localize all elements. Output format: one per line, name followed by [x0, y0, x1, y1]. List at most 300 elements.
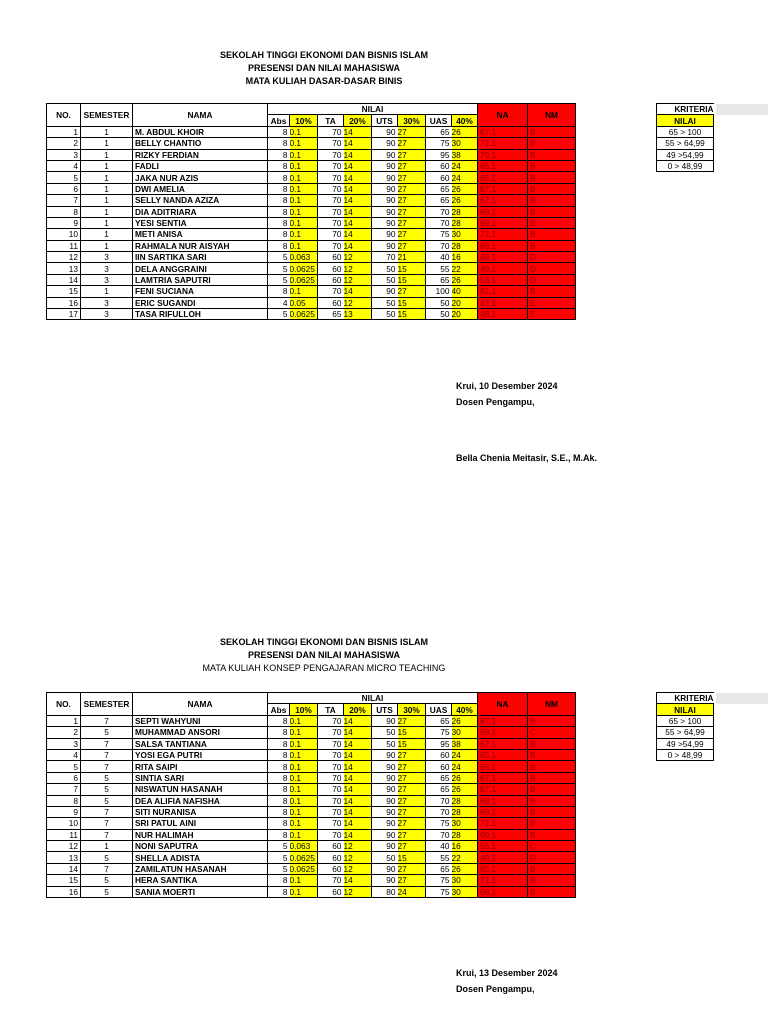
- row-ta: 60: [318, 252, 344, 263]
- row-abs-weighted: 0.1: [290, 172, 318, 183]
- row-semester: 1: [81, 149, 133, 160]
- row-no: 1: [47, 126, 81, 137]
- row-nm: B: [528, 715, 576, 726]
- row-uts: 90: [372, 795, 398, 806]
- row-uts-weighted: 27: [398, 126, 426, 137]
- signature-role-1: Dosen Pengampu,: [456, 397, 535, 407]
- row-abs-weighted: 0.1: [290, 875, 318, 886]
- row-uts-weighted: 24: [398, 886, 426, 897]
- row-no: 12: [47, 841, 81, 852]
- row-uas: 70: [426, 829, 452, 840]
- row-na: 67.1: [478, 195, 528, 206]
- row-uts: 50: [372, 297, 398, 308]
- row-na: 65.1: [478, 749, 528, 760]
- row-uts: 90: [372, 126, 398, 137]
- row-uas: 60: [426, 761, 452, 772]
- row-nm: B: [528, 149, 576, 160]
- table-row: [47, 309, 576, 320]
- row-uts-weighted: 27: [398, 138, 426, 149]
- row-na: 55.1: [478, 841, 528, 852]
- row-nama: ERIC SUGANDI: [133, 297, 268, 308]
- row-ta: 60: [318, 297, 344, 308]
- row-uas: 40: [426, 841, 452, 852]
- row-abs-weighted: 0.1: [290, 286, 318, 297]
- row-uas: 70: [426, 806, 452, 817]
- header-ta-pct: 20%: [344, 704, 372, 715]
- row-no: 4: [47, 749, 81, 760]
- row-ta: 70: [318, 240, 344, 251]
- row-na: 67.1: [478, 183, 528, 194]
- row-nama: SALSA TANTIANA: [133, 738, 268, 749]
- row-semester: 5: [81, 727, 133, 738]
- kriteria-header: NILAI: [657, 704, 714, 715]
- row-abs: 8: [268, 195, 290, 206]
- row-no: 2: [47, 727, 81, 738]
- row-uas: 75: [426, 229, 452, 240]
- table-row: [47, 126, 576, 137]
- row-semester: 7: [81, 749, 133, 760]
- table-row: [47, 749, 576, 760]
- row-nm: E: [528, 297, 576, 308]
- row-uas-weighted: 28: [452, 217, 478, 228]
- row-abs-weighted: 0.1: [290, 727, 318, 738]
- row-uas: 95: [426, 738, 452, 749]
- row-abs: 8: [268, 183, 290, 194]
- row-uas-weighted: 24: [452, 749, 478, 760]
- row-nm: B: [528, 875, 576, 886]
- row-ta-weighted: 14: [344, 286, 372, 297]
- row-uas: 65: [426, 772, 452, 783]
- row-uts: 90: [372, 715, 398, 726]
- row-no: 8: [47, 795, 81, 806]
- row-na: 71.1: [478, 818, 528, 829]
- row-ta-weighted: 13: [344, 309, 372, 320]
- row-ta-weighted: 12: [344, 274, 372, 285]
- table-row: [47, 195, 576, 206]
- row-uts: 90: [372, 806, 398, 817]
- row-nm: B: [528, 160, 576, 171]
- row-ta: 70: [318, 138, 344, 149]
- row-semester: 7: [81, 863, 133, 874]
- row-abs: 8: [268, 217, 290, 228]
- row-uas-weighted: 24: [452, 761, 478, 772]
- row-nama: ZAMILATUN HASANAH: [133, 863, 268, 874]
- row-ta-weighted: 14: [344, 829, 372, 840]
- row-abs-weighted: 0.1: [290, 829, 318, 840]
- row-no: 14: [47, 274, 81, 285]
- row-nm: B: [528, 206, 576, 217]
- table-row: [47, 160, 576, 171]
- row-na: 81.1: [478, 286, 528, 297]
- row-nm: B: [528, 229, 576, 240]
- header-uts-pct: 30%: [398, 704, 426, 715]
- table-row: [47, 206, 576, 217]
- row-abs-weighted: 0.1: [290, 784, 318, 795]
- row-ta-weighted: 14: [344, 715, 372, 726]
- row-semester: 5: [81, 852, 133, 863]
- row-uts: 50: [372, 263, 398, 274]
- table-row: [47, 240, 576, 251]
- header-nama: NAMA: [133, 693, 268, 716]
- header-nilai: NILAI: [268, 693, 478, 704]
- header-uts: UTS: [372, 704, 398, 715]
- row-no: 14: [47, 863, 81, 874]
- header-uas: UAS: [426, 115, 452, 126]
- row-abs: 8: [268, 715, 290, 726]
- row-uas: 95: [426, 149, 452, 160]
- row-abs-weighted: 0.0625: [290, 274, 318, 285]
- row-uas-weighted: 24: [452, 160, 478, 171]
- row-uas: 60: [426, 749, 452, 760]
- header-semester: SEMESTER: [81, 104, 133, 127]
- row-abs: 8: [268, 240, 290, 251]
- row-nm: B: [528, 217, 576, 228]
- row-uas: 70: [426, 795, 452, 806]
- row-uas-weighted: 28: [452, 806, 478, 817]
- row-na: 65.1: [478, 761, 528, 772]
- row-nm: D: [528, 252, 576, 263]
- row-nama: SANIA MOERTI: [133, 886, 268, 897]
- row-uas-weighted: 26: [452, 126, 478, 137]
- row-no: 11: [47, 240, 81, 251]
- row-nm: B: [528, 240, 576, 251]
- subtitle-2: PRESENSI DAN NILAI MAHASISWA: [247, 650, 400, 660]
- row-ta-weighted: 14: [344, 172, 372, 183]
- row-uas-weighted: 16: [452, 252, 478, 263]
- row-abs: 8: [268, 772, 290, 783]
- signature-date-2: Krui, 13 Desember 2024: [456, 968, 558, 978]
- row-no: 13: [47, 852, 81, 863]
- table-row: [47, 772, 576, 783]
- row-na: 79.1: [478, 149, 528, 160]
- row-no: 1: [47, 715, 81, 726]
- header-abs: Abs: [268, 115, 290, 126]
- row-na: 65.1: [478, 160, 528, 171]
- table-row: [47, 738, 576, 749]
- row-abs: 8: [268, 795, 290, 806]
- row-uas-weighted: 28: [452, 795, 478, 806]
- row-uas-weighted: 30: [452, 229, 478, 240]
- row-nama: DIA ADITRIARA: [133, 206, 268, 217]
- header-semester: SEMESTER: [81, 693, 133, 716]
- row-uas: 40: [426, 252, 452, 263]
- row-abs-weighted: 0.1: [290, 195, 318, 206]
- row-ta: 65: [318, 309, 344, 320]
- row-semester: 7: [81, 715, 133, 726]
- row-uas: 70: [426, 240, 452, 251]
- table-row: [47, 818, 576, 829]
- row-ta: 70: [318, 149, 344, 160]
- row-uts: 90: [372, 818, 398, 829]
- row-ta: 70: [318, 286, 344, 297]
- row-uas: 50: [426, 297, 452, 308]
- table-row: [47, 715, 576, 726]
- row-uts-weighted: 27: [398, 863, 426, 874]
- kriteria-range: 55 > 64,99: [657, 727, 714, 738]
- row-ta-weighted: 14: [344, 138, 372, 149]
- grades-table-2: [46, 692, 576, 898]
- row-semester: 5: [81, 875, 133, 886]
- row-na: 69.1: [478, 829, 528, 840]
- row-na: 48.1: [478, 309, 528, 320]
- row-semester: 1: [81, 217, 133, 228]
- row-ta: 70: [318, 738, 344, 749]
- row-uts-weighted: 27: [398, 149, 426, 160]
- row-nama: TASA RIFULLOH: [133, 309, 268, 320]
- row-uts-weighted: 27: [398, 715, 426, 726]
- row-uts-weighted: 27: [398, 806, 426, 817]
- row-nama: YESI SENTIA: [133, 217, 268, 228]
- row-nama: SHELLA ADISTA: [133, 852, 268, 863]
- row-nama: FENI SUCIANA: [133, 286, 268, 297]
- row-uts: 90: [372, 841, 398, 852]
- row-nama: NUR HALIMAH: [133, 829, 268, 840]
- row-ta-weighted: 12: [344, 863, 372, 874]
- row-na: 53.1: [478, 274, 528, 285]
- row-semester: 1: [81, 160, 133, 171]
- row-semester: 3: [81, 309, 133, 320]
- row-uts: 90: [372, 160, 398, 171]
- row-ta-weighted: 12: [344, 263, 372, 274]
- row-na: 67.1: [478, 738, 528, 749]
- kriteria-range: 65 > 100: [657, 126, 714, 137]
- row-uas-weighted: 28: [452, 206, 478, 217]
- row-semester: 1: [81, 183, 133, 194]
- row-uas-weighted: 38: [452, 149, 478, 160]
- row-uts-weighted: 15: [398, 738, 426, 749]
- row-abs: 5: [268, 852, 290, 863]
- row-uts: 90: [372, 240, 398, 251]
- table-row: [47, 217, 576, 228]
- row-no: 15: [47, 286, 81, 297]
- row-uas-weighted: 30: [452, 875, 478, 886]
- row-na: 71.1: [478, 875, 528, 886]
- row-abs: 8: [268, 818, 290, 829]
- row-no: 2: [47, 138, 81, 149]
- row-no: 4: [47, 160, 81, 171]
- row-uts: 90: [372, 829, 398, 840]
- row-na: 49.1: [478, 252, 528, 263]
- row-uas: 70: [426, 206, 452, 217]
- row-uas: 65: [426, 715, 452, 726]
- row-uas: 75: [426, 727, 452, 738]
- header-nm: NM: [528, 104, 576, 127]
- row-abs-weighted: 0.1: [290, 206, 318, 217]
- row-abs-weighted: 0.1: [290, 149, 318, 160]
- row-ta-weighted: 14: [344, 727, 372, 738]
- row-no: 8: [47, 206, 81, 217]
- row-nama: SRI PATUL AINI: [133, 818, 268, 829]
- row-abs: 8: [268, 806, 290, 817]
- header-ta-pct: 20%: [344, 115, 372, 126]
- row-uas-weighted: 20: [452, 297, 478, 308]
- row-uts-weighted: 27: [398, 818, 426, 829]
- kriteria-table-1: [656, 103, 714, 172]
- row-nm: D: [528, 263, 576, 274]
- table-row: [47, 784, 576, 795]
- row-no: 16: [47, 886, 81, 897]
- row-na: 59.1: [478, 727, 528, 738]
- row-ta-weighted: 12: [344, 852, 372, 863]
- row-uts: 90: [372, 286, 398, 297]
- row-ta-weighted: 14: [344, 206, 372, 217]
- row-ta: 70: [318, 875, 344, 886]
- row-nama: MUHAMMAD ANSORI: [133, 727, 268, 738]
- row-ta-weighted: 14: [344, 784, 372, 795]
- row-uas-weighted: 40: [452, 286, 478, 297]
- row-nm: B: [528, 863, 576, 874]
- row-nama: NISWATUN HASANAH: [133, 784, 268, 795]
- row-uas-weighted: 38: [452, 738, 478, 749]
- row-ta: 60: [318, 852, 344, 863]
- row-semester: 3: [81, 252, 133, 263]
- row-nm: B: [528, 818, 576, 829]
- row-uts: 90: [372, 138, 398, 149]
- row-nama: SELLY NANDA AZIZA: [133, 195, 268, 206]
- row-na: 49.1: [478, 852, 528, 863]
- row-nm: D: [528, 274, 576, 285]
- kriteria-table-2: [656, 692, 714, 761]
- row-nama: JAKA NUR AZIS: [133, 172, 268, 183]
- row-abs: 8: [268, 229, 290, 240]
- row-nama: LAMTRIA SAPUTRI: [133, 274, 268, 285]
- row-uts-weighted: 27: [398, 240, 426, 251]
- row-uts: 90: [372, 749, 398, 760]
- row-abs-weighted: 0.1: [290, 715, 318, 726]
- row-abs-weighted: 0.1: [290, 138, 318, 149]
- row-uts: 90: [372, 195, 398, 206]
- row-uas: 100: [426, 286, 452, 297]
- row-ta: 70: [318, 229, 344, 240]
- row-uts-weighted: 27: [398, 784, 426, 795]
- row-uts-weighted: 27: [398, 841, 426, 852]
- header-na: NA: [478, 693, 528, 716]
- row-ta-weighted: 14: [344, 217, 372, 228]
- header-nama: NAMA: [133, 104, 268, 127]
- row-uas-weighted: 28: [452, 240, 478, 251]
- row-no: 12: [47, 252, 81, 263]
- row-abs-weighted: 0.1: [290, 229, 318, 240]
- row-ta: 70: [318, 715, 344, 726]
- row-uas: 65: [426, 195, 452, 206]
- row-uts-weighted: 27: [398, 217, 426, 228]
- row-nama: RITA SAIPI: [133, 761, 268, 772]
- row-uts: 50: [372, 738, 398, 749]
- row-ta: 70: [318, 217, 344, 228]
- row-no: 9: [47, 217, 81, 228]
- row-nm: B: [528, 795, 576, 806]
- table-row: [47, 829, 576, 840]
- row-uas: 50: [426, 309, 452, 320]
- row-abs-weighted: 0.0625: [290, 263, 318, 274]
- row-nm: B: [528, 784, 576, 795]
- row-nm: B: [528, 138, 576, 149]
- row-nama: DELA ANGGRAINI: [133, 263, 268, 274]
- row-semester: 1: [81, 138, 133, 149]
- table-row: [47, 852, 576, 863]
- row-uts: 90: [372, 875, 398, 886]
- row-nama: DWI AMELIA: [133, 183, 268, 194]
- table-row: [47, 286, 576, 297]
- row-uas: 55: [426, 263, 452, 274]
- row-nm: C: [528, 841, 576, 852]
- row-na: 71.1: [478, 229, 528, 240]
- row-semester: 3: [81, 274, 133, 285]
- row-uas-weighted: 24: [452, 172, 478, 183]
- header-na: NA: [478, 104, 528, 127]
- row-no: 5: [47, 761, 81, 772]
- row-abs: 8: [268, 761, 290, 772]
- table-row: [47, 263, 576, 274]
- row-semester: 5: [81, 886, 133, 897]
- row-ta-weighted: 14: [344, 761, 372, 772]
- row-ta: 70: [318, 195, 344, 206]
- row-ta: 70: [318, 795, 344, 806]
- row-ta: 70: [318, 206, 344, 217]
- row-uas-weighted: 30: [452, 138, 478, 149]
- grades-table-1: [46, 103, 576, 320]
- row-abs: 8: [268, 829, 290, 840]
- row-na: 67.1: [478, 784, 528, 795]
- row-na: 71.1: [478, 138, 528, 149]
- row-abs-weighted: 0.1: [290, 738, 318, 749]
- row-semester: 1: [81, 206, 133, 217]
- row-semester: 3: [81, 297, 133, 308]
- row-no: 17: [47, 309, 81, 320]
- row-nama: SITI NURANISA: [133, 806, 268, 817]
- row-nama: NONI SAPUTRA: [133, 841, 268, 852]
- row-uts-weighted: 27: [398, 195, 426, 206]
- row-nama: METI ANISA: [133, 229, 268, 240]
- row-uas-weighted: 30: [452, 727, 478, 738]
- row-uas: 75: [426, 875, 452, 886]
- row-semester: 7: [81, 738, 133, 749]
- row-abs-weighted: 0.1: [290, 806, 318, 817]
- row-nm: B: [528, 286, 576, 297]
- row-uts-weighted: 27: [398, 160, 426, 171]
- row-uas-weighted: 22: [452, 263, 478, 274]
- row-abs-weighted: 0.1: [290, 240, 318, 251]
- row-uts: 50: [372, 852, 398, 863]
- row-nm: B: [528, 886, 576, 897]
- row-nm: B: [528, 772, 576, 783]
- signature-name-1: Bella Chenia Meitasir, S.E., M.Ak.: [456, 453, 598, 463]
- header-uas: UAS: [426, 704, 452, 715]
- row-nama: BELLY CHANTIO: [133, 138, 268, 149]
- row-abs: 5: [268, 309, 290, 320]
- row-ta-weighted: 14: [344, 795, 372, 806]
- row-abs: 4: [268, 297, 290, 308]
- row-uas: 70: [426, 217, 452, 228]
- header-no: NO.: [47, 104, 81, 127]
- kriteria-range: 65 > 100: [657, 715, 714, 726]
- row-abs-weighted: 0.0625: [290, 863, 318, 874]
- row-uts-weighted: 15: [398, 297, 426, 308]
- row-nm: B: [528, 806, 576, 817]
- row-ta: 70: [318, 761, 344, 772]
- row-abs-weighted: 0.1: [290, 126, 318, 137]
- row-nm: B: [528, 829, 576, 840]
- row-na: 67.1: [478, 715, 528, 726]
- row-na: 65.1: [478, 172, 528, 183]
- row-nama: SINTIA SARI: [133, 772, 268, 783]
- row-nm: D: [528, 852, 576, 863]
- row-ta-weighted: 14: [344, 183, 372, 194]
- row-abs: 8: [268, 738, 290, 749]
- row-ta-weighted: 14: [344, 875, 372, 886]
- row-uts: 90: [372, 772, 398, 783]
- row-uas: 75: [426, 886, 452, 897]
